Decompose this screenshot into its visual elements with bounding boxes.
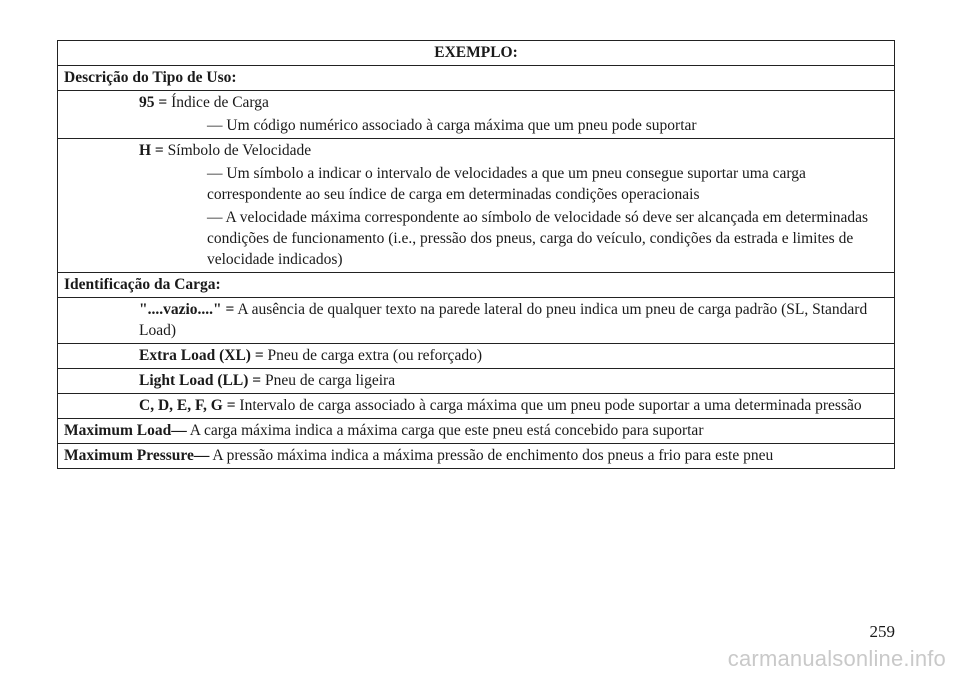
load-id-text: Pneu de carga extra (ou reforçado) <box>267 347 482 364</box>
maximum-pressure-text: A pressão máxima indica a máxima pressão de enchimento dos pneus a frio para este pneu <box>212 447 774 464</box>
load-id-entry <box>64 345 888 366</box>
table-row <box>58 298 895 344</box>
table-row <box>58 344 895 369</box>
load-id-entry <box>64 299 888 341</box>
load-id-text: A ausência de qualquer texto na parede lateral do pneu indica um pneu de carga padrão (SL, Standard Load) <box>139 301 868 339</box>
speed-symbol-entry <box>64 140 888 161</box>
usage-section-title: Descrição do Tipo de Uso: <box>58 66 895 91</box>
speed-details-row <box>58 139 895 273</box>
maximum-load-term: Maximum Load— <box>64 422 187 439</box>
speed-symbol-description-2: — A velocidade máxima correspondente ao símbolo de velocidade só deve ser alcançada em determinadas condições de funcionamento (i.e., pressão dos pneus, carga do veículo, condições da estrada e limites de velocidade indicados) <box>207 209 869 268</box>
load-id-section-title: Identificação da Carga: <box>58 273 895 298</box>
table-row <box>58 369 895 394</box>
load-id-code: C, D, E, F, G = <box>139 397 236 414</box>
load-id-entry <box>64 395 888 416</box>
load-index-description: — Um código numérico associado à carga máxima que um pneu pode suportar <box>207 117 697 134</box>
speed-symbol-description-1: — Um símbolo a indicar o intervalo de velocidades a que um pneu consegue suportar uma carga correspondente ao seu índice de carga em determinadas condições operacionais <box>207 165 806 203</box>
maximum-pressure-term: Maximum Pressure— <box>64 447 210 464</box>
load-id-text: Pneu de carga ligeira <box>264 372 396 389</box>
load-id-cell <box>58 394 895 419</box>
usage-title-row <box>58 66 895 91</box>
watermark-text: carmanualsonline.info <box>727 646 946 671</box>
tire-info-page <box>57 40 895 469</box>
load-index-label: Índice de Carga <box>171 94 269 111</box>
maximum-pressure-cell <box>58 444 895 469</box>
maximum-pressure-row <box>58 444 895 469</box>
maximum-load-row <box>58 419 895 444</box>
load-id-text: Intervalo de carga associado à carga máxima que um pneu pode suportar a uma determinada pressão <box>239 397 862 414</box>
header-row <box>58 41 895 66</box>
load-id-entry <box>64 370 888 391</box>
table-header: EXEMPLO: <box>58 41 895 66</box>
usage-details-row <box>58 91 895 139</box>
load-index-code: 95 = <box>139 94 168 111</box>
load-id-cell <box>58 344 895 369</box>
speed-details-cell <box>58 139 895 273</box>
load-id-cell <box>58 369 895 394</box>
speed-symbol-label: Símbolo de Velocidade <box>167 142 312 159</box>
load-id-code: Extra Load (XL) = <box>139 347 264 364</box>
load-id-code: Light Load (LL) = <box>139 372 262 389</box>
speed-symbol-code: H = <box>139 142 164 159</box>
tire-sidewall-table <box>57 40 895 469</box>
load-id-cell <box>58 298 895 344</box>
load-id-title-row <box>58 273 895 298</box>
usage-details-cell <box>58 91 895 139</box>
table-row <box>58 394 895 419</box>
load-id-code: "....vazio...." = <box>139 301 235 318</box>
maximum-load-cell <box>58 419 895 444</box>
maximum-load-text: A carga máxima indica a máxima carga que este pneu está concebido para suportar <box>189 422 704 439</box>
load-index-entry <box>64 92 888 113</box>
page-number: 259 <box>869 622 895 641</box>
